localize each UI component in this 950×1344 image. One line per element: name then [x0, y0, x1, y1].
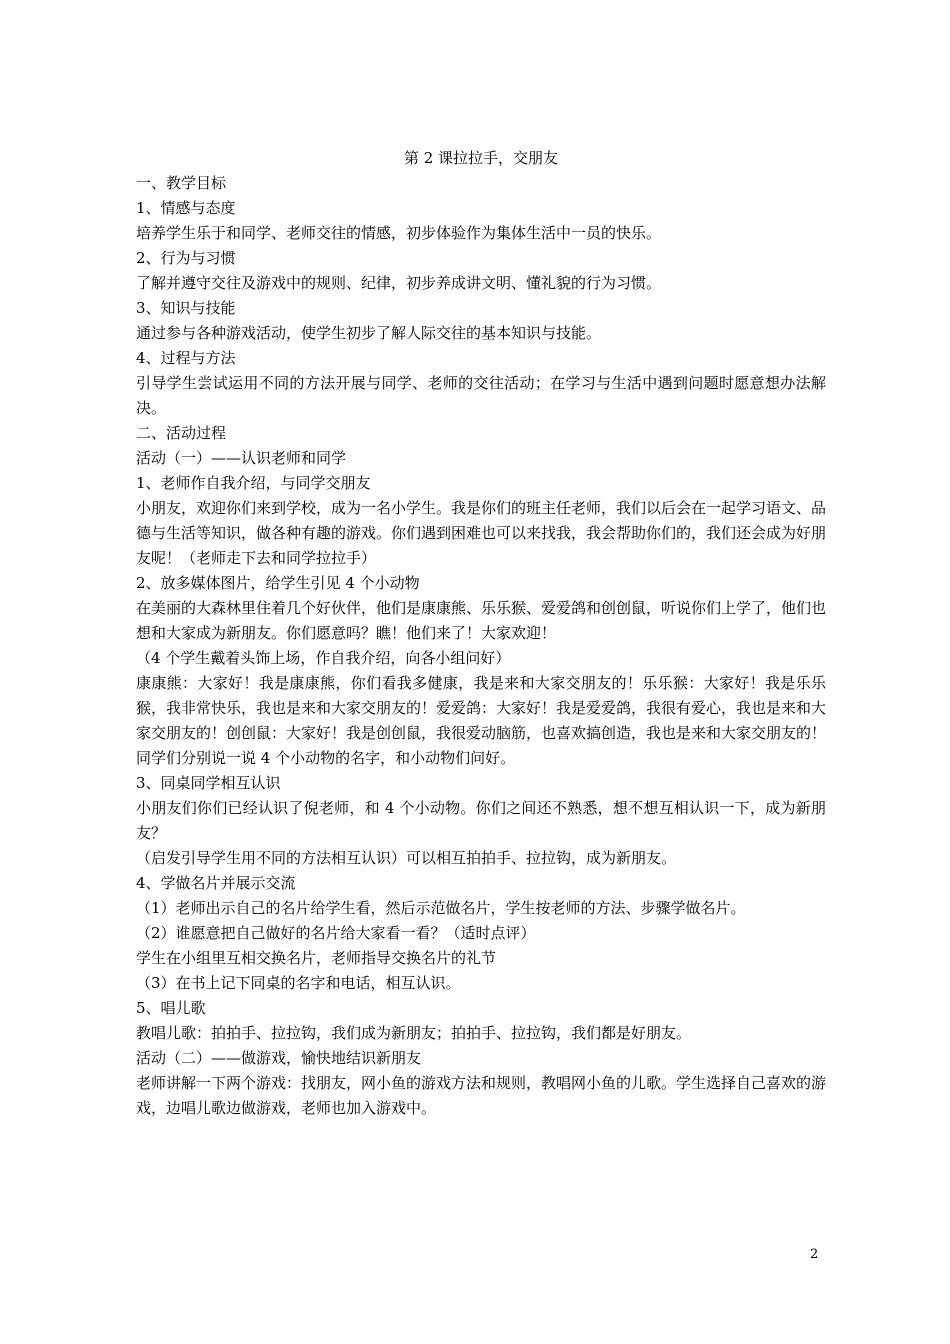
paragraph-process-method: 引导学生尝试运用不同的方法开展与同学、老师的交往活动；在学习与生活中遇到问题时愿意想办法解决。	[136, 374, 826, 417]
heading-activity-one: 活动（一）——认识老师和同学	[136, 449, 347, 467]
heading-teaching-goals: 一、教学目标	[136, 174, 227, 192]
subheading-knowledge-skills: 3、知识与技能	[136, 299, 236, 317]
subheading-behavior-habits: 2、行为与习惯	[136, 249, 236, 267]
paragraph-song-lyrics: 教唱儿歌：拍拍手、拉拉钩，我们成为新朋友；拍拍手、拉拉钩，我们都是好朋友。	[136, 1024, 692, 1042]
paragraph-teacher-intro: 小朋友，欢迎你们来到学校，成为一名小学生。我是你们的班主任老师，我们以后会在一起学习语文、品德与生活等知识，做各种有趣的游戏。你们遇到困难也可以来找我，我会帮助你们的，我们还会成为好朋友呢！（老师走下去和同学拉拉手）	[136, 499, 827, 567]
step-name-cards: 4、学做名片并展示交流	[136, 874, 296, 892]
paragraph-name-card-2: （2）谁愿意把自己做好的名片给大家看一看？（适时点评）	[136, 924, 536, 942]
paragraph-emotion-attitude: 培养学生乐于和同学、老师交往的情感，初步体验作为集体生活中一员的快乐。	[136, 224, 662, 242]
step-desk-mates: 3、同桌同学相互认识	[136, 774, 281, 792]
document-body	[136, 146, 826, 1121]
paragraph-name-card-1: （1）老师出示自己的名片给学生看，然后示范做名片，学生按老师的方法、步骤学做名片。	[136, 899, 746, 917]
paragraph-say-names: 同学们分别说一说 4 个小动物的名字，和小动物们问好。	[136, 749, 516, 767]
step-sing-song: 5、唱儿歌	[136, 999, 206, 1017]
heading-activity-two: 活动（二）——做游戏，愉快地结识新朋友	[136, 1049, 422, 1067]
paragraph-different-methods: （启发引导学生用不同的方法相互认识）可以相互拍拍手、拉拉钩，成为新朋友。	[136, 849, 677, 867]
heading-activity-process: 二、活动过程	[136, 424, 227, 442]
paragraph-students-enter: （4 个学生戴着头饰上场，作自我介绍，向各小组问好）	[136, 649, 511, 667]
paragraph-exchange-cards: 学生在小组里互相交换名片，老师指导交换名片的礼节	[136, 949, 497, 967]
step-multimedia-animals: 2、放多媒体图片，给学生引见 4 个小动物	[136, 574, 420, 592]
subheading-emotion-attitude: 1、情感与态度	[136, 199, 236, 217]
paragraph-games: 老师讲解一下两个游戏：找朋友，网小鱼的游戏方法和规则，教唱网小鱼的儿歌。学生选择自己喜欢的游戏，边唱儿歌边做游戏，老师也加入游戏中。	[136, 1074, 827, 1117]
page-number: 2	[810, 1247, 819, 1262]
paragraph-forest-friends: 在美丽的大森林里住着几个好伙伴，他们是康康熊、乐乐猴、爱爱鸽和创创鼠，听说你们上学了，他们也想和大家成为新朋友。你们愿意吗？瞧！他们来了！大家欢迎！	[136, 599, 827, 642]
paragraph-behavior-habits: 了解并遵守交往及游戏中的规则、纪律，初步养成讲文明、懂礼貌的行为习惯。	[136, 274, 662, 292]
lesson-title: 第 2 课拉拉手，交朋友	[403, 149, 559, 167]
step-teacher-intro: 1、老师作自我介绍，与同学交朋友	[136, 474, 371, 492]
paragraph-knowledge-skills: 通过参与各种游戏活动，使学生初步了解人际交往的基本知识与技能。	[136, 324, 602, 342]
paragraph-desk-mates: 小朋友们你们已经认识了倪老师，和 4 个小动物。你们之间还不熟悉，想不想互相认识一下，成为新朋友？	[136, 799, 826, 842]
paragraph-animal-introductions: 康康熊：大家好！我是康康熊，你们看我多健康，我是来和大家交朋友的！乐乐猴：大家好！我是乐乐猴，我非常快乐，我也是来和大家交朋友的！爱爱鸽：大家好！我是爱爱鸽，我很有爱心，我也是来和大家交朋友的！创创鼠：大家好！我是创创鼠，我很爱动脑筋，也喜欢搞创造，我也是来和大家交朋友的！	[136, 674, 827, 742]
paragraph-name-card-3: （3）在书上记下同桌的名字和电话，相互认识。	[136, 974, 461, 992]
subheading-process-method: 4、过程与方法	[136, 349, 236, 367]
